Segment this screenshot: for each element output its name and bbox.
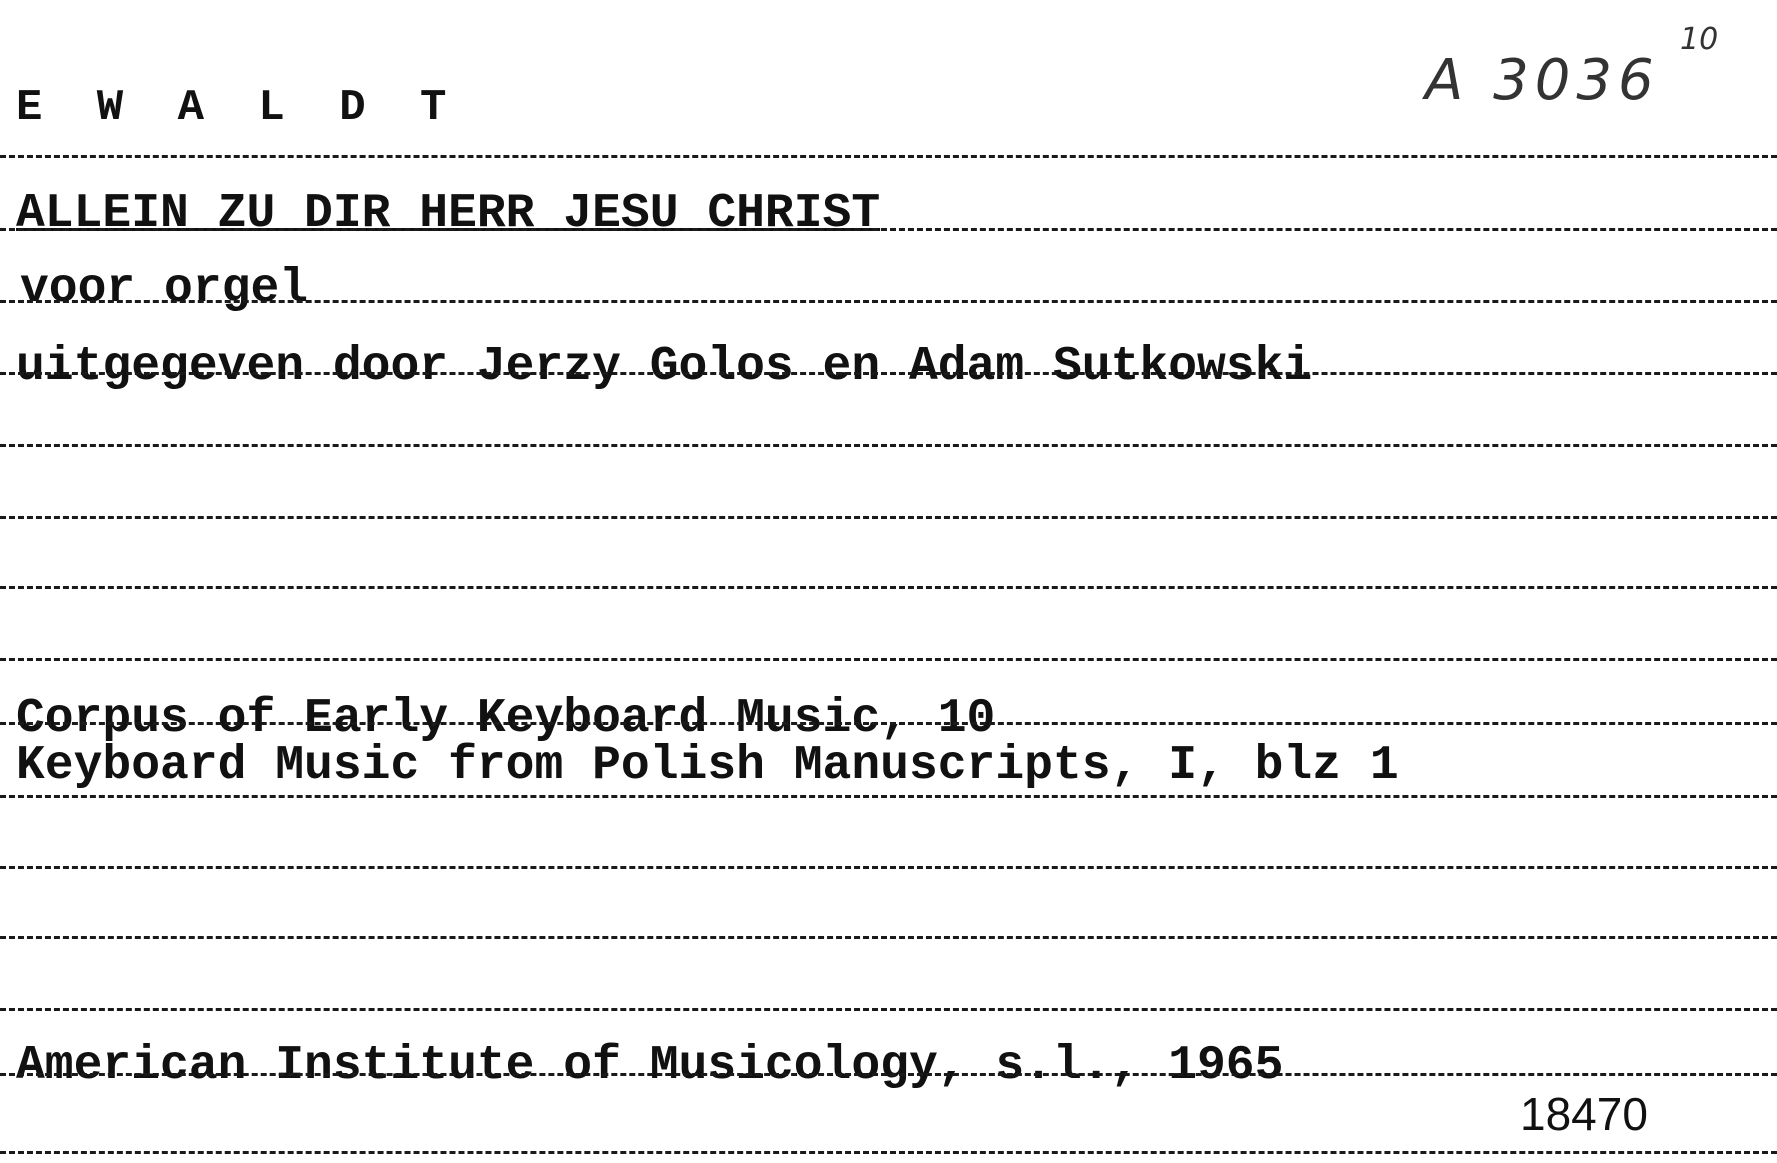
work-title: ALLEIN ZU DIR HERR JESU CHRIST (16, 187, 881, 241)
ruled-line (0, 936, 1777, 939)
ruled-line (0, 228, 1777, 231)
composer-heading: E W A L D T (16, 83, 461, 133)
call-number-superscript: 10 (1680, 22, 1719, 57)
ruled-line (0, 658, 1777, 661)
series-volume-line: Keyboard Music from Polish Manuscripts, I, blz 1 (16, 739, 1399, 793)
ruled-line (0, 444, 1777, 447)
ruled-line (0, 722, 1777, 725)
editors-line: uitgegeven door Jerzy Golos en Adam Sutkowski (16, 340, 1313, 394)
ruled-line (0, 516, 1777, 519)
ruled-line (0, 1151, 1777, 1154)
ruled-line (0, 586, 1777, 589)
ruled-line (0, 300, 1777, 303)
ruled-line (0, 866, 1777, 869)
accession-number: 18470 (1520, 1088, 1648, 1140)
publisher-line: American Institute of Musicology, s.l., 1965 (16, 1039, 1284, 1093)
ruled-line (0, 1008, 1777, 1011)
ruled-line (0, 795, 1777, 798)
series-line: Corpus of Early Keyboard Music, 10 (16, 692, 996, 746)
ruled-line (0, 372, 1777, 375)
ruled-line (0, 1073, 1777, 1076)
call-number: A 3036 (1425, 48, 1660, 113)
instrumentation: voor orgel (20, 262, 309, 316)
ruled-line (0, 155, 1777, 158)
